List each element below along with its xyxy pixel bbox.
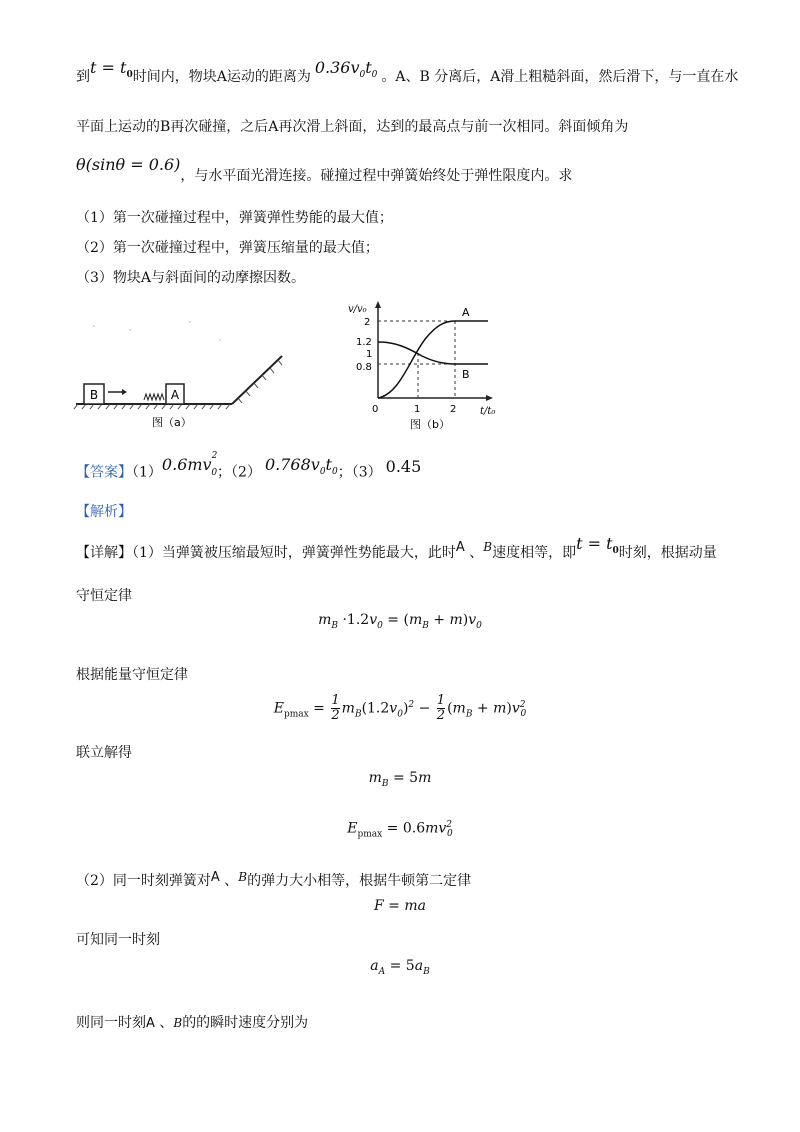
answer-1: 0.6mv <box>161 455 212 475</box>
text: ；（2） <box>217 464 261 481</box>
text: 到 <box>76 69 90 85</box>
math-sub: 0 <box>126 70 133 81</box>
x-tick: 2 <box>450 404 457 415</box>
text: 的的瞬时速度分别为 <box>182 1015 309 1031</box>
same-moment-label: 可知同一时刻 <box>76 932 160 948</box>
equation-newton: F = ma <box>374 898 426 914</box>
math-theta: θ(sinθ = 0.6) <box>76 155 181 174</box>
x-axis-label: t/t₀ <box>480 406 496 417</box>
final-line <box>76 1013 308 1034</box>
math-sub: 0 <box>612 546 619 557</box>
para-2-line <box>76 871 471 892</box>
answer-2: 0.768v <box>264 455 320 475</box>
text: ，与水平面光滑连接。碰撞过程中弹簧始终处于弹性限度内。求 <box>180 168 573 184</box>
text: （1） <box>132 464 162 481</box>
text: （1）当弹簧被压缩最短时，弹簧弹性势能最大，此时 <box>132 545 456 561</box>
x-tick: 1 <box>414 404 421 415</box>
figure-a-caption: 图（a） <box>152 416 192 429</box>
equation-accel: $a_A = 5a_B$ <box>370 958 430 977</box>
text: 的弹力大小相等，根据牛顿第二定律 <box>247 873 472 889</box>
math-sub: 0 <box>359 70 366 81</box>
equation-mass: $m_B = 5m$ <box>368 770 432 789</box>
curve-a-label: A <box>462 306 470 319</box>
y-tick: 1.2 <box>356 337 372 348</box>
equation-epmax: $E_{pmax} = 0.6mv^2_0$ <box>347 820 453 840</box>
analysis-tag: 【解析】 <box>76 504 132 520</box>
figure-a-drawing <box>70 300 300 440</box>
math-dist: 0.36v <box>314 58 360 77</box>
label-a: A <box>146 1016 155 1031</box>
curve-b-label: B <box>462 368 470 381</box>
math-t: t = t <box>576 534 613 553</box>
label-a: A <box>455 540 465 555</box>
figure-b <box>330 298 510 440</box>
y-axis-label: v/v₀ <box>348 304 367 315</box>
answer-line: 【答案】$(1)0.6mv^2_0$；（2） $0.768v_0t_0$；（3） 0.45 <box>76 451 422 481</box>
spring <box>144 394 164 400</box>
y-tick: 0.8 <box>356 362 372 373</box>
math-t: t = t <box>90 58 127 77</box>
detail-line-1 <box>76 534 717 569</box>
answer-3: 0.45 <box>385 457 422 477</box>
block-b-label: B <box>89 388 99 402</box>
label-a: A <box>210 870 220 885</box>
math-sub: 0 <box>371 70 378 81</box>
figure-b-caption: 图（b） <box>410 418 450 431</box>
text: 则同一时刻 <box>76 1015 146 1031</box>
text: （2）同一时刻弹簧对 <box>76 873 211 889</box>
eq-symbol: m <box>368 770 382 786</box>
energy-label: 根据能量守恒定律 <box>76 667 188 683</box>
y-tick: 1 <box>366 349 373 360</box>
detail-tag: 【详解】 <box>76 545 132 561</box>
text: ；（3） <box>337 464 382 481</box>
block-a-label: A <box>170 388 180 402</box>
text: 、 <box>219 873 239 889</box>
eq-symbol: m <box>318 612 332 628</box>
question-3: （3）物块A与斜面间的动摩擦因数。 <box>76 270 306 286</box>
figure-a <box>70 300 300 440</box>
text: 速度相等，即 <box>492 545 577 561</box>
equation-energy: $E_{pmax}$ = $\frac{1}{2}$ $m_B(1.2v_0)^2$ − $\frac{1}{2}$ $(m_B + m)v^2_0$ <box>273 693 527 723</box>
curve-b <box>378 342 488 364</box>
answer-2-t: t <box>325 455 332 475</box>
question-1: （1）第一次碰撞过程中，弹簧弹性势能的最大值； <box>76 210 393 226</box>
problem-line-2: 平面上运动的B再次碰撞，之后A再次滑上斜面，达到的最高点与前一次相同。斜面倾角为 <box>76 119 629 135</box>
text: 、 <box>154 1015 174 1031</box>
problem-line-1 <box>76 58 739 93</box>
problem-line-3 <box>76 155 573 184</box>
text: 。A、B 分离后，A滑上粗糙斜面，然后滑下，与一直在水 <box>381 69 739 85</box>
solve-label: 联立解得 <box>76 745 132 761</box>
equation-momentum: $m_B \cdot 1.2v_0 = (m_B + m)v_0$ <box>318 612 482 631</box>
curve-a <box>378 321 488 398</box>
question-2: （2）第一次碰撞过程中，弹簧压缩量的最大值； <box>76 240 379 256</box>
figure-b-chart <box>330 298 510 440</box>
answer-tag: 【答案】 <box>76 464 132 481</box>
y-tick: 2 <box>364 317 371 328</box>
label-b: B <box>238 870 248 884</box>
text: 时间内，物块A运动的距离为 <box>132 69 311 85</box>
text: 、 <box>464 545 484 561</box>
label-b: B <box>173 1016 183 1030</box>
x-tick: 0 <box>372 404 379 415</box>
label-b: B <box>483 540 493 554</box>
text: 时刻，根据动量 <box>618 545 717 561</box>
detail-line-2: 守恒定律 <box>76 588 132 604</box>
math-t: t <box>365 58 372 77</box>
